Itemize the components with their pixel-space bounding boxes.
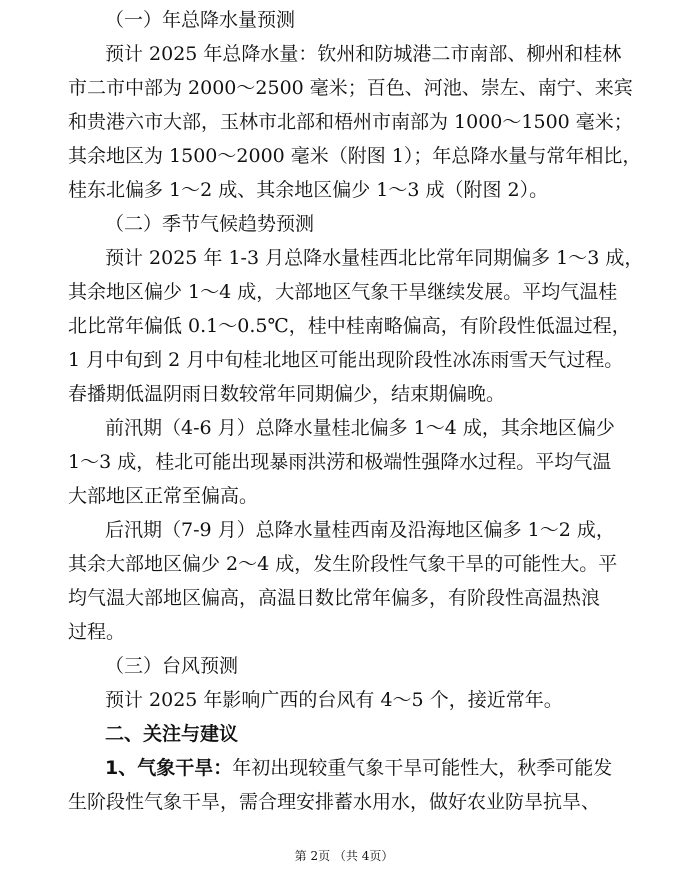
- paragraph-line: 后汛期（7-9 月）总降水量桂西南及沿海地区偏多 1～2 成，: [105, 519, 615, 541]
- advice-item-text: 年初出现较重气象干旱可能性大，秋季可能发: [232, 757, 613, 779]
- paragraph-line: 过程。: [68, 621, 126, 643]
- section-heading-annual-precipitation: （一）年总降水量预测: [105, 9, 296, 31]
- paragraph-line: [105, 756, 612, 780]
- paragraph-line: 生阶段性气象干旱，需合理安排蓄水用水，做好农业防旱抗旱、: [68, 791, 601, 813]
- paragraph-line: 春播期低温阴雨日数较常年同期偏少，结束期偏晚。: [68, 383, 506, 405]
- paragraph-line: 其余大部地区偏少 2～4 成，发生阶段性气象干旱的可能性大。平: [68, 553, 618, 575]
- paragraph-line: 预计 2025 年影响广西的台风有 4～5 个，接近常年。: [105, 689, 563, 711]
- advice-item-label: 1、气象干旱：: [105, 757, 233, 779]
- paragraph-line: 其余地区为 1500～2000 毫米（附图 1）；年总降水量与常年相比，: [68, 145, 642, 167]
- paragraph-line: 大部地区正常至偏高。: [68, 485, 259, 507]
- paragraph-line: 桂东北偏多 1～2 成、其余地区偏少 1～3 成（附图 2）。: [68, 179, 549, 201]
- paragraph-line: 1～3 成，桂北可能出现暴雨洪涝和极端性强降水过程。平均气温: [68, 451, 612, 473]
- section-heading-seasonal-trend: （二）季节气候趋势预测: [105, 213, 315, 235]
- paragraph-line: 市二市中部为 2000～2500 毫米；百色、河池、崇左、南宁、来宾: [68, 77, 633, 99]
- paragraph-line: 1 月中旬到 2 月中旬桂北地区可能出现阶段性冰冻雨雪天气过程。: [68, 349, 624, 371]
- section-heading-typhoon: （三）台风预测: [105, 655, 239, 677]
- paragraph-line: 北比常年偏低 0.1～0.5℃，桂中桂南略偏高，有阶段性低温过程，: [68, 315, 631, 337]
- paragraph-line: 其余地区偏少 1～4 成，大部地区气象干旱继续发展。平均气温桂: [68, 281, 618, 303]
- paragraph-line: 前汛期（4-6 月）总降水量桂北偏多 1～4 成，其余地区偏少: [105, 417, 615, 439]
- paragraph-line: 预计 2025 年总降水量：钦州和防城港二市南部、柳州和桂林: [105, 43, 622, 65]
- paragraph-line: 和贵港六市大部，玉林市北部和梧州市南部为 1000～1500 毫米；: [68, 111, 633, 133]
- paragraph-line: 均气温大部地区偏高，高温日数比常年偏多，有阶段性高温热浪: [68, 587, 601, 609]
- page-number-footer: 第 2页 （共 4页）: [294, 849, 394, 863]
- paragraph-line: 预计 2025 年 1-3 月总降水量桂西北比常年同期偏多 1～3 成，: [105, 247, 644, 269]
- section-heading-advice: 二、关注与建议: [105, 723, 239, 745]
